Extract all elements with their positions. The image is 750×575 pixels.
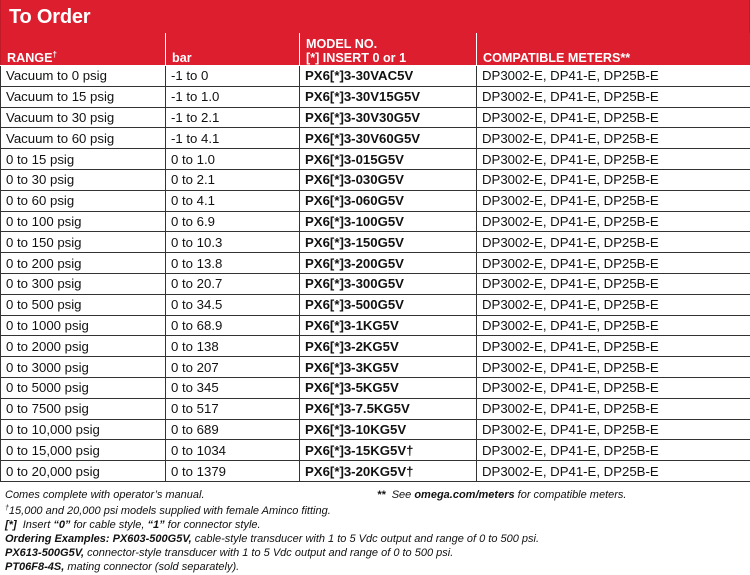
cell-range: 0 to 10,000 psig [1,419,166,440]
cell-meters: DP3002-E, DP41-E, DP25B-E [477,336,750,357]
note-manual: Comes complete with operator’s manual. ** See omega.com/meters for compatible meters. [5,488,745,502]
cell-model: PX6[*]3-10KG5V [300,419,477,440]
table-row [1,315,750,336]
cell-bar: 0 to 1034 [166,440,300,461]
cell-range: Vacuum to 60 psig [1,128,166,149]
cell-model: PX6[*]3-015G5V [300,149,477,170]
cell-bar: 0 to 345 [166,377,300,398]
order-table [0,33,750,482]
cell-range: 0 to 15,000 psig [1,440,166,461]
cell-range: 0 to 3000 psig [1,357,166,378]
cell-meters: DP3002-E, DP41-E, DP25B-E [477,211,750,232]
cell-range: 0 to 20,000 psig [1,461,166,482]
cell-meters: DP3002-E, DP41-E, DP25B-E [477,86,750,107]
cell-meters: DP3002-E, DP41-E, DP25B-E [477,232,750,253]
table-row [1,66,750,87]
cell-meters: DP3002-E, DP41-E, DP25B-E [477,440,750,461]
cell-model: PX6[*]3-30V15G5V [300,86,477,107]
cell-model: PX6[*]3-3KG5V [300,357,477,378]
cell-meters: DP3002-E, DP41-E, DP25B-E [477,377,750,398]
cell-range: 0 to 30 psig [1,169,166,190]
cell-model: PX6[*]3-15KG5V† [300,440,477,461]
header-model: MODEL NO. [*] INSERT 0 or 1 [300,33,477,66]
cell-bar: -1 to 4.1 [166,128,300,149]
table-row [1,398,750,419]
table-row [1,440,750,461]
table-row [1,107,750,128]
table-row [1,128,750,149]
table-row [1,169,750,190]
cell-meters: DP3002-E, DP41-E, DP25B-E [477,461,750,482]
table-header-row [1,33,750,66]
note-example-1: Ordering Examples: PX603-500G5V, cable-style transducer with 1 to 5 Vdc output and range of 0 to 500 psi. [5,532,745,546]
cell-model: PX6[*]3-060G5V [300,190,477,211]
note-meters: ** See omega.com/meters for compatible meters. [377,488,626,502]
cell-model: PX6[*]3-30V30G5V [300,107,477,128]
table-row [1,86,750,107]
cell-bar: 0 to 13.8 [166,253,300,274]
cell-model: PX6[*]3-200G5V [300,253,477,274]
cell-bar: 0 to 4.1 [166,190,300,211]
table-row [1,253,750,274]
table-row [1,461,750,482]
cell-range: 0 to 15 psig [1,149,166,170]
cell-meters: DP3002-E, DP41-E, DP25B-E [477,107,750,128]
table-row [1,273,750,294]
cell-model: PX6[*]3-30V60G5V [300,128,477,149]
footnotes [5,488,745,575]
cell-range: 0 to 500 psig [1,294,166,315]
cell-model: PX6[*]3-20KG5V† [300,461,477,482]
cell-range: 0 to 60 psig [1,190,166,211]
cell-bar: 0 to 689 [166,419,300,440]
cell-meters: DP3002-E, DP41-E, DP25B-E [477,398,750,419]
cell-range: 0 to 2000 psig [1,336,166,357]
cell-bar: 0 to 20.7 [166,273,300,294]
table-row [1,190,750,211]
cell-meters: DP3002-E, DP41-E, DP25B-E [477,294,750,315]
cell-model: PX6[*]3-300G5V [300,273,477,294]
cell-model: PX6[*]3-5KG5V [300,377,477,398]
meters-link[interactable]: omega.com/meters [414,489,514,501]
cell-meters: DP3002-E, DP41-E, DP25B-E [477,169,750,190]
cell-model: PX6[*]3-2KG5V [300,336,477,357]
cell-model: PX6[*]3-150G5V [300,232,477,253]
header-range: RANGE† [1,33,166,66]
cell-meters: DP3002-E, DP41-E, DP25B-E [477,128,750,149]
note-example-2: PX613-500G5V, connector-style transducer with 1 to 5 Vdc output and range of 0 to 500 psi. [5,546,745,560]
cell-meters: DP3002-E, DP41-E, DP25B-E [477,419,750,440]
cell-meters: DP3002-E, DP41-E, DP25B-E [477,149,750,170]
cell-bar: 0 to 138 [166,336,300,357]
cell-bar: 0 to 517 [166,398,300,419]
cell-model: PX6[*]3-30VAC5V [300,66,477,87]
cell-bar: -1 to 0 [166,66,300,87]
cell-range: 0 to 300 psig [1,273,166,294]
cell-meters: DP3002-E, DP41-E, DP25B-E [477,66,750,87]
cell-bar: 0 to 2.1 [166,169,300,190]
header-bar: bar [166,33,300,66]
cell-range: Vacuum to 15 psig [1,86,166,107]
cell-range: 0 to 7500 psig [1,398,166,419]
cell-bar: 0 to 1.0 [166,149,300,170]
cell-bar: -1 to 1.0 [166,86,300,107]
cell-meters: DP3002-E, DP41-E, DP25B-E [477,273,750,294]
cell-meters: DP3002-E, DP41-E, DP25B-E [477,357,750,378]
cell-meters: DP3002-E, DP41-E, DP25B-E [477,190,750,211]
note-connector: PT06F8-4S, mating connector (sold separately). [5,560,745,574]
table-row [1,377,750,398]
cell-range: Vacuum to 0 psig [1,66,166,87]
cell-model: PX6[*]3-7.5KG5V [300,398,477,419]
table-row [1,211,750,232]
cell-range: 0 to 5000 psig [1,377,166,398]
cell-bar: 0 to 68.9 [166,315,300,336]
cell-bar: -1 to 2.1 [166,107,300,128]
cell-range: Vacuum to 30 psig [1,107,166,128]
cell-bar: 0 to 1379 [166,461,300,482]
cell-model: PX6[*]3-500G5V [300,294,477,315]
cell-range: 0 to 200 psig [1,253,166,274]
table-row [1,232,750,253]
cell-range: 0 to 1000 psig [1,315,166,336]
note-insert: [*] Insert “0” for cable style, “1” for connector style. [5,518,745,532]
cell-meters: DP3002-E, DP41-E, DP25B-E [477,315,750,336]
cell-bar: 0 to 6.9 [166,211,300,232]
cell-range: 0 to 150 psig [1,232,166,253]
note-dagger: †15,000 and 20,000 psi models supplied with female Aminco fitting. [5,502,745,518]
cell-meters: DP3002-E, DP41-E, DP25B-E [477,253,750,274]
table-row [1,336,750,357]
table-row [1,294,750,315]
cell-bar: 0 to 207 [166,357,300,378]
page-title: To Order [9,6,90,29]
cell-bar: 0 to 34.5 [166,294,300,315]
cell-model: PX6[*]3-1KG5V [300,315,477,336]
header-meters: COMPATIBLE METERS** [477,33,750,66]
table-row [1,419,750,440]
table-row [1,149,750,170]
title-bar [0,0,750,33]
cell-range: 0 to 100 psig [1,211,166,232]
cell-bar: 0 to 10.3 [166,232,300,253]
cell-model: PX6[*]3-030G5V [300,169,477,190]
cell-model: PX6[*]3-100G5V [300,211,477,232]
table-row [1,357,750,378]
